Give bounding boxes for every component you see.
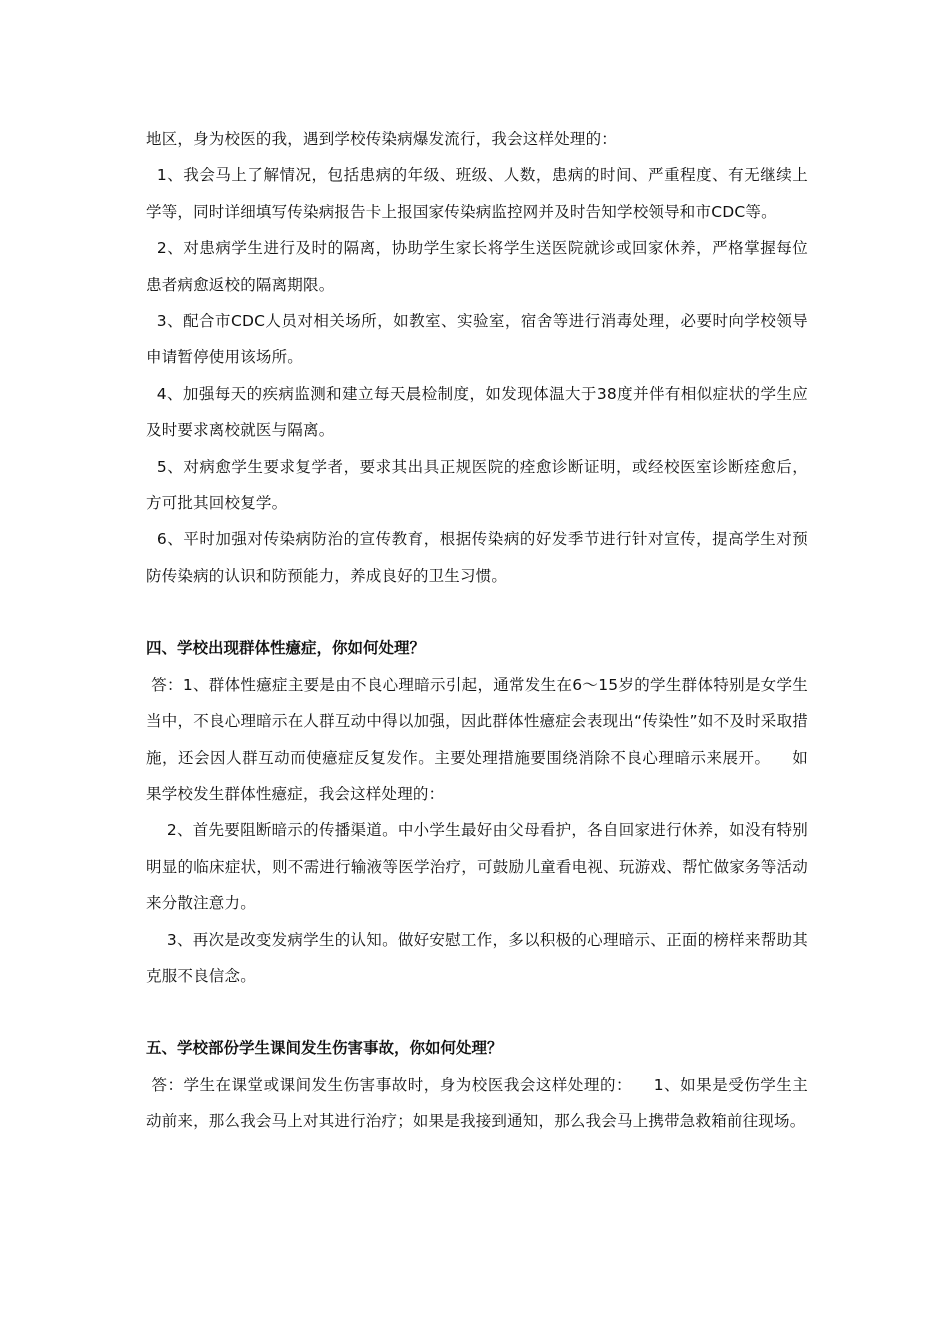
section-spacer xyxy=(146,594,808,630)
list-item: 5、对病愈学生要求复学者，要求其出具正规医院的痊愈诊断证明，或经校医室诊断痊愈后，方可批其回校复学。 xyxy=(146,457,808,513)
section-spacer xyxy=(146,994,808,1030)
section4-item-2: 2、首先要阻断暗示的传播渠道。中小学生最好由父母看护，各自回家进行休养，如没有特别明显的临床症状，则不需进行输液等医学治疗，可鼓励儿童看电视、玩游戏、帮忙做家务等活动来分散注意力。 xyxy=(146,821,808,913)
document-page xyxy=(146,121,808,1140)
list-item: 1、我会马上了解情况，包括患病的年级、班级、人数，患病的时间、严重程度、有无继续上学等，同时详细填写传染病报告卡上报国家传染病监控网并及时告知学校领导和市CDC等。 xyxy=(146,166,808,221)
section-heading-5: 五、学校部份学生课间发生伤害事故，你如何处理？ xyxy=(146,1039,503,1058)
section4-answer: 答：1、群体性癔症主要是由不良心理暗示引起，通常发生在6～15岁的学生群体特别是女学生当中，不良心理暗示在人群互动中得以加强，因此群体性癔症会表现出“传染性”如不及时采取措施，还会因人群互动而使癔症反复发作。主要处理措施要围绕消除不良心理暗示来展开。 如果学校发生群体性癔症，我会这样处理的： xyxy=(146,675,808,803)
section-heading-4: 四、学校出现群体性癔症，你如何处理？ xyxy=(146,639,426,658)
section4-item-3: 3、再次是改变发病学生的认知。做好安慰工作，多以积极的心理暗示、正面的榜样来帮助其克服不良信念。 xyxy=(146,930,808,985)
intro-paragraph: 地区，身为校医的我，遇到学校传染病爆发流行，我会这样处理的： xyxy=(146,130,618,148)
list-item: 6、平时加强对传染病防治的宣传教育，根据传染病的好发季节进行针对宣传，提高学生对预防传染病的认识和防预能力，养成良好的卫生习惯。 xyxy=(146,530,808,585)
list-item: 3、配合市CDC人员对相关场所，如教室、实验室，宿舍等进行消毒处理，必要时向学校领导申请暂停使用该场所。 xyxy=(146,312,808,367)
list-item: 2、对患病学生进行及时的隔离，协助学生家长将学生送医院就诊或回家休养，严格掌握每位患者病愈返校的隔离期限。 xyxy=(146,239,808,294)
section5-answer: 答：学生在课堂或课间发生伤害事故时，身为校医我会这样处理的： 1、如果是受伤学生主动前来，那么我会马上对其进行治疗；如果是我接到通知，那么我会马上携带急救箱前往现场。 xyxy=(146,1075,808,1131)
list-item: 4、加强每天的疾病监测和建立每天晨检制度，如发现体温大于38度并伴有相似症状的学生应及时要求离校就医与隔离。 xyxy=(146,384,808,440)
